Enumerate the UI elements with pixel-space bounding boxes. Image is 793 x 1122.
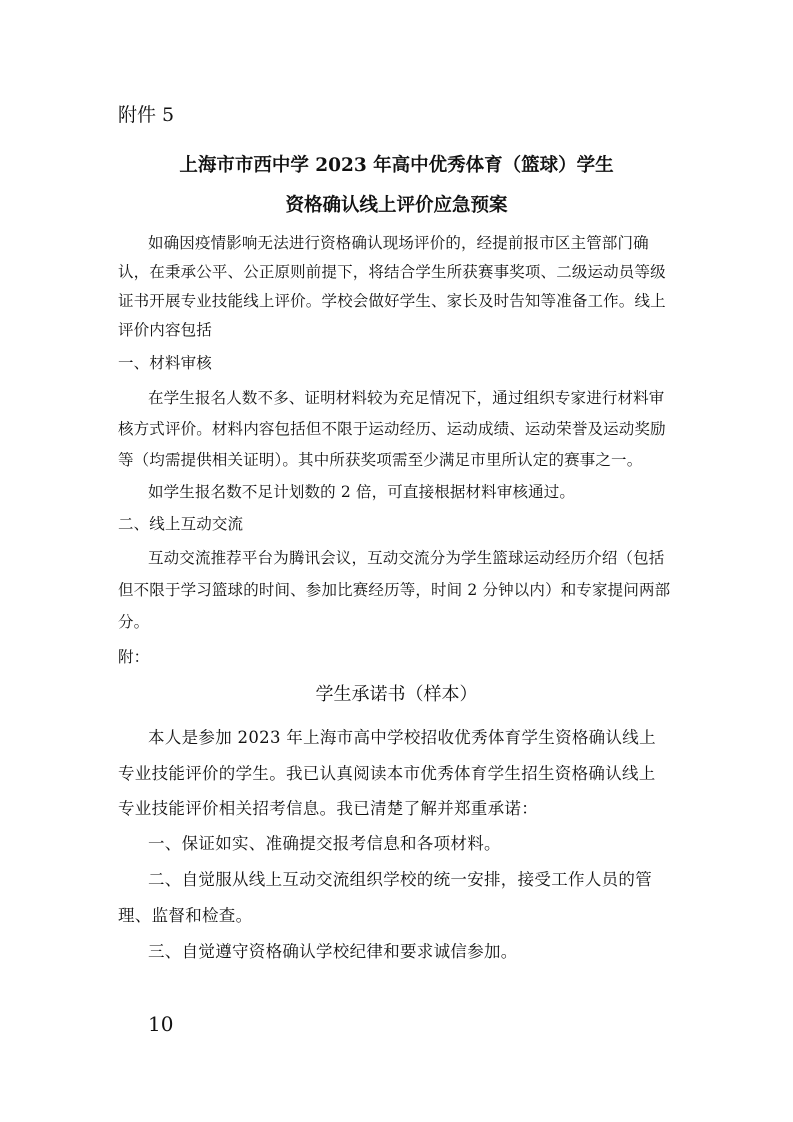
intro-paragraph-line: 证书开展专业技能线上评价。学校会做好学生、家长及时告知等准备工作。线上 xyxy=(118,292,666,310)
section1-paragraph-line: 等（均需提供相关证明）。其中所获奖项需至少满足市里所认定的赛事之一。 xyxy=(118,451,643,469)
page-number: 10 xyxy=(148,1012,174,1036)
section-heading-online-interaction: 二、线上互动交流 xyxy=(118,515,244,533)
document-title-line-2: 资格确认线上评价应急预案 xyxy=(285,195,508,216)
intro-paragraph-line: 如确因疫情影响无法进行资格确认现场评价的，经提前报市区主管部门确 xyxy=(148,234,649,252)
intro-paragraph-line: 认，在秉承公平、公正原则前提下，将结合学生所获赛事奖项、二级运动员等级 xyxy=(118,263,666,281)
pledge-item-2-line: 理、监督和检查。 xyxy=(118,906,253,925)
section-heading-material-review: 一、材料审核 xyxy=(118,354,212,372)
section1-note: 如学生报名数不足计划数的 2 倍，可直接根据材料审核通过。 xyxy=(148,483,576,501)
pledge-intro-line: 专业技能评价相关招考信息。我已清楚了解并郑重承诺： xyxy=(118,799,538,818)
pledge-intro-line: 专业技能评价的学生。我已认真阅读本市优秀体育学生招生资格确认线上 xyxy=(118,764,656,783)
document-title-line-1: 上海市市西中学 2023 年高中优秀体育（篮球）学生 xyxy=(179,155,614,176)
section1-paragraph-line: 核方式评价。材料内容包括但不限于运动经历、运动成绩、运动荣誉及运动奖励 xyxy=(118,420,666,438)
appendix-label: 附： xyxy=(118,648,150,666)
attachment-label: 附件 5 xyxy=(118,104,175,126)
pledge-intro-line: 本人是参加 2023 年上海市高中学校招收优秀体育学生资格确认线上 xyxy=(148,728,656,747)
pledge-title: 学生承诺书（样本） xyxy=(315,684,478,705)
section2-paragraph-line: 分。 xyxy=(118,613,150,631)
section2-paragraph-line: 但不限于学习篮球的时间、参加比赛经历等，时间 2 分钟以内）和专家提问两部 xyxy=(118,581,671,599)
pledge-item-2-line: 二、自觉服从线上互动交流组织学校的统一安排，接受工作人员的管 xyxy=(148,870,652,889)
section2-paragraph-line: 互动交流推荐平台为腾讯会议，互动交流分为学生篮球运动经历介绍（包括 xyxy=(148,549,665,567)
intro-paragraph-line: 评价内容包括 xyxy=(118,321,212,339)
pledge-item-1: 一、保证如实、准确提交报考信息和各项材料。 xyxy=(148,834,501,853)
pledge-item-3: 三、自觉遵守资格确认学校纪律和要求诚信参加。 xyxy=(148,942,518,961)
section1-paragraph-line: 在学生报名人数不多、证明材料较为充足情况下，通过组织专家进行材料审 xyxy=(148,389,665,407)
